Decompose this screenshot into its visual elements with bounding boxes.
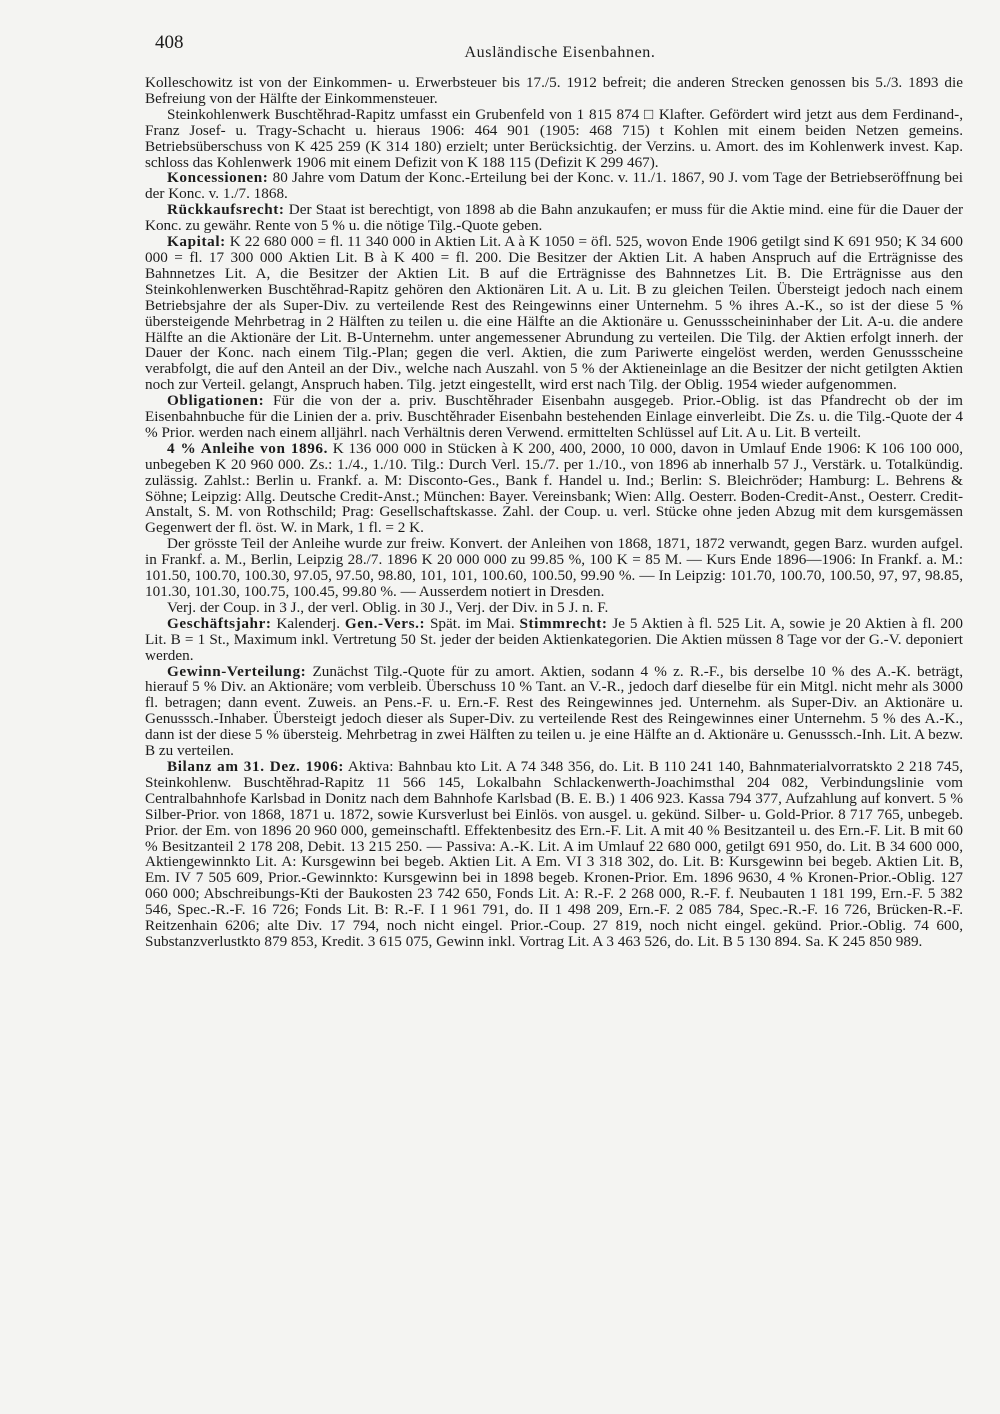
running-title: Ausländische Eisenbahnen.: [464, 44, 656, 61]
paragraph-buyback: [145, 202, 963, 234]
paragraph-capital: [145, 234, 963, 393]
text-capital: K 22 680 000 = fl. 11 340 000 in Aktien Lit. A à K 1050 = öfl. 525, wovon Ende 1906 getilgt sind K 691 950; K 34 600 000 = fl. 17 300 000 Aktien Lit. B à K 400 = fl. 200. Die Besitzer der Aktien Lit. A haben Anspruch auf die Erträgnisse des Bahnnetzes Lit. A, die Besitzer der Aktien Lit. B auf die Erträgnisse des Bahnnetzes Lit. B. Die Erträgnisse aus den Steinkohlenwerken Buschtěhrad-Rapitz gehören den Aktionären Lit. A u. Lit. B zu gleichen Teilen. Übersteigt jedoch nach einem Betriebsjahre der als Super-Div. zu verteilende Rest des Reingewinns einer Unternehm. 5 % ihres A.-K., so ist der diese 5 % übersteigende Mehrbetrag in 2 Hälften zu teilen u. die eine Hälfte an die Aktionäre u. Genussscheininhaber der Lit. A-u. die andere Hälfte an die Aktionäre der Lit. B-Unternehm. unter angemessener Abrundung zu verteilen. Die Tilg. der Aktien erfolgt innerh. der Dauer der Konc. nach einem Tilg.-Plan; gegen die verl. Aktien, die zum Pariwerte eingelöst werden, werden Genussscheine verabfolgt, die auf den Anteil an der Div., welche nach Auszahl. von 5 % der Aktieneinlage an die Besitzer der nicht getilgten Aktien noch zur Verteil. gelangt, Anspruch haben. Tilg. jetzt eingestellt, wird erst nach Tilg. der Oblig. 1954 wieder aufgenommen.: [145, 233, 963, 394]
text-concessions: 80 Jahre vom Datum der Konc.-Erteilung bei der Konc. v. 11./1. 1867, 90 J. vom Tage der Betriebseröffnung bei der Konc. v. 1./7. 1868.: [145, 169, 963, 203]
heading-capital: Kapital:: [167, 233, 226, 251]
text-general-meeting: Spät. im Mai.: [425, 614, 520, 632]
text-buyback: Der Staat ist berechtigt, von 1898 ab die Bahn anzukaufen; er muss für die Aktie mind. eine für die Dauer der Konc. zu gewähr. Rente von 5 % u. die nötige Tilg.-Quote geben.: [145, 201, 963, 235]
heading-profit-distribution: Gewinn-Verteilung:: [167, 662, 307, 680]
page-number: 408: [155, 32, 184, 53]
paragraph-loan-details: Der grösste Teil der Anleihe wurde zur freiw. Konvert. der Anleihen von 1868, 1871, 1872 verwandt, gegen Barz. wurden aufgel. in Frankf. a. M., Berlin, Leipzig 28./7. 1896 K 20 000 000 zu 99.85 %, 100 K = 85 M. — Kurs Ende 1896—1906: In Frankf. a. M.: 101.50, 100.70, 100.30, 97.05, 97.50, 98.80, 101, 101, 100.60, 100.50, 99.90 %. — In Leipzig: 101.70, 100.70, 100.50, 97, 97, 98.85, 101.30, 101.30, 100.75, 100.45, 99.80 %. — Ausserdem notiert in Dresden.: [145, 535, 963, 600]
text-loan-1896: K 136 000 000 in Stücken à K 200, 400, 2000, 10 000, davon in Umlauf Ende 1906: K 106 100 000, unbegeben K 20 960 000. Zs.: 1./4., 1./10. Tilg.: Durch Verl. 15./7. per 1./10., von 1896 ab innerhalb 57 J., Verstärk. u. Totalkündig. zulässig. Zahlst.: Berlin u. Frankf. a. M: Disconto-Ges., Bank f. Handel u. Ind.; Berlin: S. Bleichröder; Hamburg: L. Behrens & Söhne; Leipzig: Allg. Deutsche Credit-Anst.; München: Bayer. Vereinsbank; Wien: Allg. Oesterr. Boden-Credit-Anst., Oesterr. Credit-Anstalt, S. M. von Rothschild; Prag: Gesellschaftskasse. Zahl. der Coup. u. verl. Stücke ohne jeden Abzug mit dem kursgemässen Gegenwert der fl. öst. W. in Mark, 1 fl. = 2 K.: [145, 439, 963, 537]
text-profit-distribution: Zunächst Tilg.-Quote für zu amort. Aktien, sodann 4 % z. R.-F., bis derselbe 10 % des A.-K. beträgt, hierauf 5 % Div. an Aktionäre; vom verbleib. Überschuss 10 % Tant. an V.-R., jedoch darf dieselbe für ein Mitgl. nicht mehr als 3000 fl. betragen; dann event. Zuweis. an Pens.-F. u. Ern.-F. Rest des Reingewinnes jed. Unternehm. als Super-Div. an Aktionäre u. Genusssch.-Inhaber. Übersteigt jedoch dieser als Super-Div. zu verteilende Rest des Reingewinnes einer Unternehm. 5 % des A.-K., dann ist der diese 5 % übersteig. Mehrbetrag in zwei Hälften zu teilen u. je eine Hälfte an d. Aktionäre u. Genusssch.-Inh. Lit. A bezw. B zu verteilen.: [145, 662, 963, 760]
heading-loan-1896: 4 % Anleihe von 1896.: [167, 439, 329, 457]
paragraph-fiscal-year: [145, 616, 963, 664]
heading-fiscal-year: Geschäftsjahr:: [167, 614, 272, 632]
heading-general-meeting: Gen.-Vers.:: [344, 614, 426, 632]
paragraph-loan-1896: [145, 441, 963, 536]
text-voting-rights: Je 5 Aktien à fl. 525 Lit. A, sowie je 20 Aktien à fl. 200 Lit. B = 1 St., Maximum inkl. Vertretung 50 St. jeder der beiden Aktienkategorien. Die Aktien müssen 8 Tage vor der G.-V. deponiert werden.: [145, 614, 964, 664]
paragraph-balance-sheet: [145, 759, 963, 950]
heading-balance-sheet: Bilanz am 31. Dez. 1906:: [167, 757, 345, 775]
paragraph-coal-works: Steinkohlenwerk Buschtěhrad-Rapitz umfasst ein Grubenfeld von 1 815 874 □ Klafter. Gefördert wird jetzt aus dem Ferdinand-, Franz Josef- u. Tragy-Schacht u. hieraus 1906: 464 901 (1905: 468 715) t Kohlen mit einem beiden Netzen gemeins. Betriebsüberschuss von K 425 259 (K 314 180) erzielt; unter Berücksichtig. der Verzins. u. Amort. des im Kohlenwerk invest. Kap. schloss das Kohlenwerk 1906 mit einem Defizit von K 188 115 (Defizit K 299 467).: [145, 105, 963, 171]
heading-obligations: Obligationen:: [167, 392, 265, 410]
heading-concessions: Koncessionen:: [167, 169, 269, 187]
text-obligations: Für die von der a. priv. Buschtěhrader Eisenbahn ausgegeb. Prior.-Oblig. ist das Pfandrecht ob der im Eisenbahnbuche für die Linien der a. priv. Buschtěhrader Eisenbahn bestehenden Einlage einverleibt. Die Zs. u. die Tilg.-Quote der 4 % Prior. werden nach einem alljährl. nach Verhältnis deren Verwend. ermittelten Schlüssel auf Lit. A u. Lit. B verteilt.: [145, 392, 963, 441]
text-balance-sheet: Aktiva: Bahnbau kto Lit. A 74 348 356, do. Lit. B 110 241 140, Bahnmaterialvorratskto 2 218 745, Steinkohlenw. Buschtěhrad-Rapitz 11 566 145, Lokalbahn Schlackenwerth-Joachimsthal 204 082, Verbindungslinie vom Centralbahnhofe Karlsbad in Donitz nach dem Bahnhofe Karlsbad (B. E. B.) 1 406 923. Kassa 794 377, Aufzahlung auf konvert. 5 % Silber-Prior. von 1868, 1871 u. 1872, sowie Kursverlust bei Einlös. von ausgel. u. gekünd. Silber- u. Gold-Prior. 8 717 765, unbegeb. Prior. der Em. von 1896 20 960 000, gemeinschaftl. Effektenbesitz des Ern.-F. Lit. A mit 40 % Besitzanteil u. des Ern.-F. Lit. B mit 60 % Besitzanteil 2 178 208, Debit. 13 215 250. — Passiva: A.-K. Lit. A im Umlauf 22 680 000, getilgt 691 950, do. Lit. B 34 600 000, Aktiengewinnkto Lit. A: Kursgewinn bei begeb. Aktien Lit. A Em. VI 3 318 302, do. Lit. B: Kursgewinn bei begeb. Aktien Lit. B, Em. IV 7 505 609, Prior.-Gewinnkto: Kursgewinn bei in 1898 begeb. Kronen-Prior. Em. 1896 9630, 4 % Kronen-Prior.-Oblig. 127 060 000; Abschreibungs-Kti der Baukosten 23 742 650, Fonds Lit. A: R.-F. 2 268 000, R.-F. f. Neubauten 1 181 199, Ern.-F. 5 382 546, Spec.-R.-F. 16 726; Fonds Lit. B: R.-F. I 1 961 791, do. II 1 498 209, Ern.-F. 2 085 784, Spec.-R.-F. 16 726, Brücken-R.-F. Reitzenhain 6206; alte Div. 17 794, noch nicht eingel. Prior.-Coup. 27 819, noch nicht eingel. gekünd. Prior.-Oblig. 74 600, Substanzverlustkto 879 853, Kredit. 3 615 075, Gewinn inkl. Vortrag Lit. A 3 463 526, do. Lit. B 5 130 894. Sa. K 245 850 989.: [145, 757, 963, 950]
paragraph-exemption: Kolleschowitz ist von der Einkommen- u. Erwerbsteuer bis 17./5. 1912 befreit; die anderen Strecken genossen bis 5./3. 1893 die Befreiung von der Hälfte der Einkommensteuer.: [145, 74, 963, 107]
paragraph-obligations: [145, 393, 963, 441]
paragraph-profit-distribution: [145, 664, 963, 759]
heading-voting-rights: Stimmrecht:: [519, 614, 608, 632]
body-text: [145, 75, 963, 950]
paragraph-limitation: Verj. der Coup. in 3 J., der verl. Oblig. in 30 J., Verj. der Div. in 5 J. n. F.: [167, 598, 609, 616]
paragraph-concessions: [145, 170, 963, 202]
text-fiscal-year: Kalenderj.: [271, 614, 345, 632]
heading-buyback: Rückkaufsrecht:: [167, 201, 285, 219]
